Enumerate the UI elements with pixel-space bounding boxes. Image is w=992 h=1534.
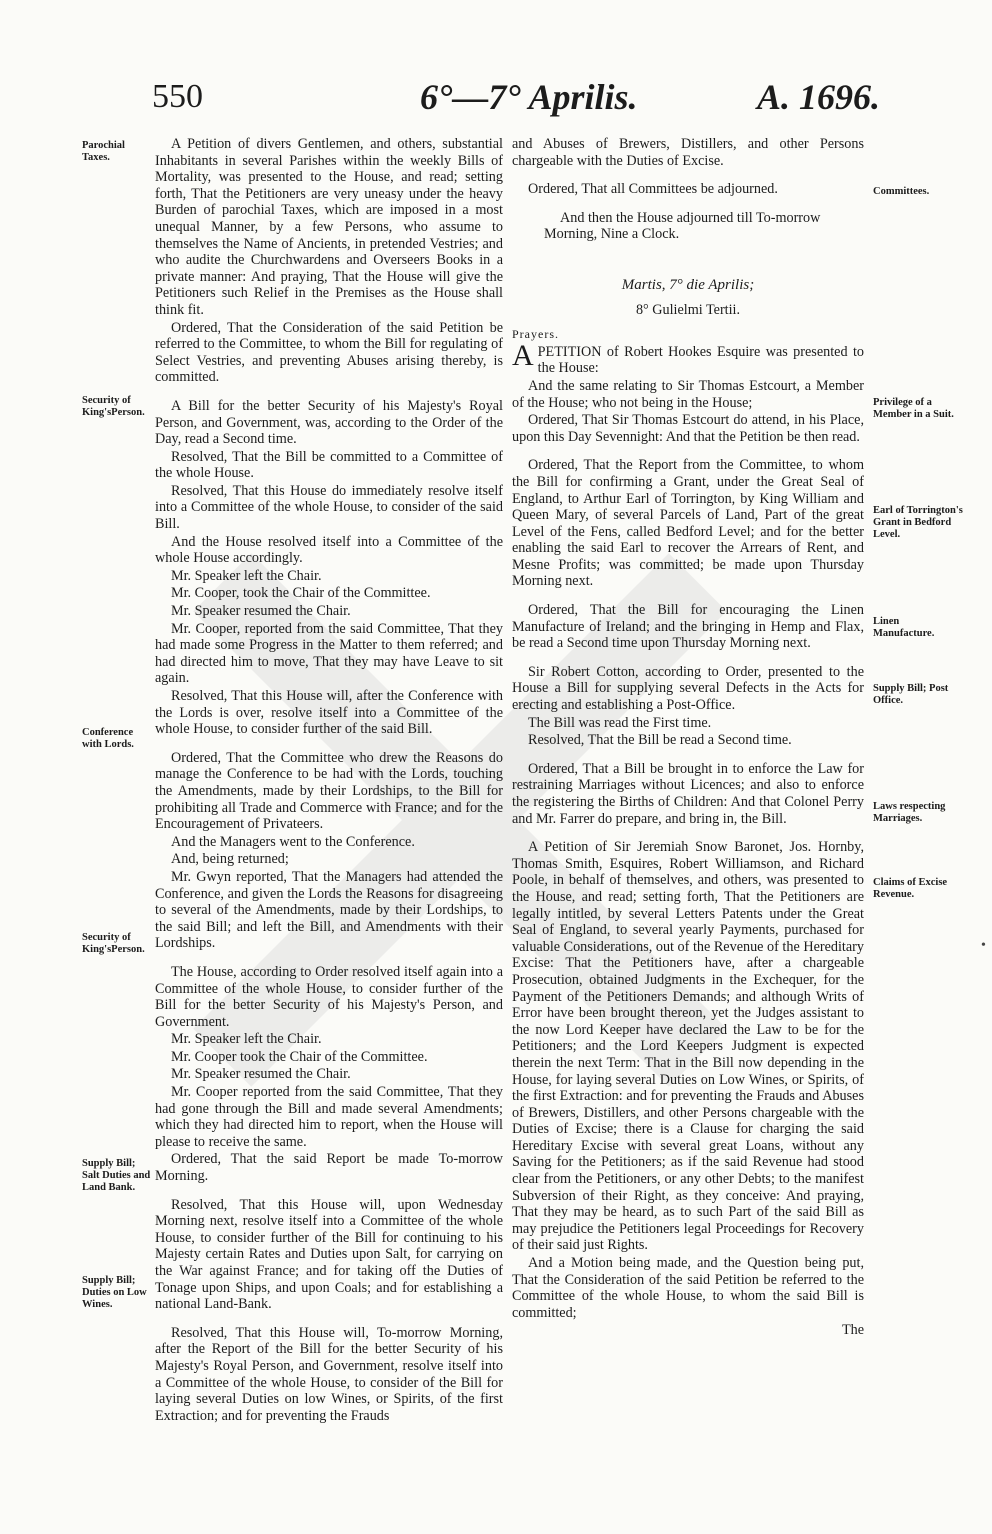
margin-note-torrington: Earl of Torrington's Grant in Bedford Level. [873,505,963,540]
page-year: A. 1696. [756,77,880,117]
paragraph: Ordered, That Sir Thomas Estcourt do attend, in his Place, upon this Day Sevennight: And that the Petition be then read. [512,412,864,445]
prayers-heading: Prayers. [512,327,559,342]
paragraph: The House, according to Order resolved itself again into a Committee of the whole House, to consider further of the Bill for the better Security of his Majesty's Person, and Government. [155,963,503,1030]
page-header [150,74,890,134]
paragraph: Ordered, That all Committees be adjourned. [528,181,778,198]
paragraph: A Bill for the better Security of his Majesty's Royal Person, and Government, was, according to the Order of the Day, read a Second time. [155,397,503,448]
paragraph: Resolved, That this House will, upon Wednesday Morning next, resolve itself into a Committee of the whole House, to consider further of the Bill for continuing to his Majesty certain Rates and Duties upon Salt, for carrying on the War against France; and for taking off the Duties of Tonage upon Ships, and upon Coals; and for establishing a national Land-Bank. [155,1196,503,1313]
paragraph: Mr. Cooper took the Chair of the Committee. [171,1048,428,1065]
paragraph: Resolved, That this House will, after the Conference with the Lords is over, resolve itself into a Committee of the whole House, to consider further of the said Bill. [155,688,503,738]
page-number: 550 [152,78,203,115]
paragraph: A Petition of divers Gentlemen, and others, substantial Inhabitants in several Parishes within the weekly Bills of Mortality, was presented to the House, and read; setting forth, That the Petitioners are very uneasy under the heavy Burden of parochial Taxes, which are imposed in a most unequal Manner, by a few Persons, who assume to themselves the Name of Ancients, in pretended Vestries; and who audite the Churchwardens and Overseers Books in a private manner: And praying, That the House will give the Petitioners such Relief in the Premises as the House shall think fit. [155,136,503,318]
paragraph: Ordered, That the said Report be made To-morrow Morning. [155,1151,503,1185]
paragraph: Ordered, That the Committee who drew the Reasons do manage the Conference to be had with the Lords, touching the Amendments, made by their Lordships, to the Bill for prohibiting all Trade and Commerce with France; and for the Encouragement of Privateers. [155,749,503,833]
paragraph: APETITION of Robert Hookes Esquire was presented to the House: [512,338,864,377]
margin-note-conference: Conference with Lords. [82,727,134,750]
paragraph: Mr. Cooper, reported from the said Committee, That they had made some Progress in the Matter to them referred; and had directed him to move, That they may have Leave to sit again. [155,620,503,687]
paragraph: Mr. Speaker resumed the Chair. [171,1066,351,1083]
edge-mark: • [981,938,986,953]
page-date: 6°—7° Aprilis. [420,77,638,117]
paragraph: Mr. Speaker left the Chair. [171,1031,322,1048]
paragraph: Resolved, That this House will, To-morrow Morning, after the Report of the Bill for the better Security of his Majesty's Royal Person, and Government, resolve itself into a Committee of the whole House, to consider of the Bill for laying several Duties on low Wines, or Spirits, of the first Extraction; and for preventing the Frauds [155,1324,503,1424]
paragraph: Mr. Speaker resumed the Chair. [171,603,351,620]
day-heading: Martis, 7° die Aprilis; [621,276,755,293]
margin-note-parochial-taxes: Parochial Taxes. [82,140,125,163]
margin-note-linen: Linen Manufacture. [873,616,935,639]
margin-note-security: Security of King'sPerson. [82,932,145,955]
paragraph: Ordered, That the Bill for encouraging the Linen Manufacture of Ireland; and the bringing in Hemp and Flax, be read a Second time upon Thursday Morning next. [512,602,864,652]
margin-note-committees: Committees. [873,186,930,197]
paragraph: Ordered, That the Consideration of the said Petition be referred to the Committee, to whom the Bill for regulating of Select Vestries, and preventing Abuses arising thereby, is committed. [155,319,503,386]
paragraph: A Petition of Sir Jeremiah Snow Baronet, Jos. Hornby, Thomas Smith, Esquires, Robert Williamson, and Richard Poole, in behalf of themselves, and others, was presented to the House, and read; setting forth, That the Petitioners are legally intitled, by several Letters Patents under the Great Seal of England, to several yearly Payments, purchased for valuable Considerations, out of the Revenue of the Hereditary Excise: That the Petitioners have, after a chargeable Prosecution, obtained Judgments in the Exchequer, for the Payment of the Petitioners Demands; and although Writs of Error have been brought thereon, yet the Judges assistant to the now Lord Keeper have declared the Law to be for the Petitioners; and the Lord Keepers Judgment is expected therein the next Term: That in the Bill now depending in the House, for laying several Duties on Low Wines, or Spirits, of the first Extraction: and for preventing the Frauds and Abuses of Brewers, Distillers, and other Persons chargeable with the Duties of Excise; there is a Clause for charging the said Hereditary Excise with several great Loans, without any Saving for the Petitioners; as if the said Revenue had stood clear from the Petitioners, or any other Debts; to the manifest Subversion of their Right, as they conceive: And praying, That they may be heard, as to such Part of the said Bill as may prejudice the Petitioners legal Proceedings for Recovery of their said just Rights. [512,839,864,1254]
margin-note-supply-wines: Supply Bill; Duties on Low Wines. [82,1275,147,1310]
left-column [155,136,503,1425]
paragraph: Mr. Cooper, took the Chair of the Committee. [171,585,431,602]
paragraph: Resolved, That the Bill be committed to a Committee of the whole House. [155,448,503,482]
drop-cap: A [512,338,534,372]
margin-note-supply-salt: Supply Bill; Salt Duties and Land Bank. [82,1158,151,1193]
paragraph: And the same relating to Sir Thomas Estcourt, a Member of the House; who not being in the House; [512,377,864,411]
paragraph: The Bill was read the First time. [528,714,712,731]
regnal-year: 8° Gulielmi Tertii. [635,301,741,318]
paragraph: Ordered, That a Bill be brought in to enforce the Law for restraining Marriages without Licences; and also to enforce the registering the Births of Children: And that Colonel Perry and Mr. Farrer do prepare, and bring in, the Bill. [512,760,864,827]
margin-note-supply-post: Supply Bill; Post Office. [873,683,949,706]
paragraph: Resolved, That this House do immediately resolve itself into a Committee of the whole House, to consider of the said Bill. [155,482,503,533]
paragraph: Sir Robert Cotton, according to Order, presented to the House a Bill for supplying several Defects in the Acts for erecting and establishing a Post-Office. [512,663,864,714]
paragraph: Resolved, That the Bill be read a Second time. [528,732,792,749]
paragraph: and Abuses of Brewers, Distillers, and other Persons chargeable with the Duties of Excise. [512,136,864,169]
paragraph: And the House resolved itself into a Committee of the whole House accordingly. [155,533,503,567]
paragraph: And the Managers went to the Conference. [171,833,415,850]
paragraph: Mr. Gwyn reported, That the Managers had attended the Conference, and given the Lords the Reasons for disagreeing to several of the Amendments, made by their Lordships, to the said Bill; and left the Bill, and Amendments with their Lordships. [155,868,503,952]
paragraph: Mr. Cooper reported from the said Committee, That they had gone through the Bill and made several Amendments; which they had directed him to report, when the House will please to receive the same. [155,1084,503,1150]
catchword: The [841,1322,864,1339]
paragraph: Ordered, That the Report from the Committee, to whom the Bill for confirming a Grant, under the Great Seal of England, to Arthur Earl of Torrington, by King William and Queen Mary, of several Parcels of Land, Part of the great Level of the Fens, called Bedford Level; and for the better enabling the said Earl to recover the Arrears of Rent, and Mesne Profits; was committed; be made upon Thursday Morning next. [512,457,864,590]
margin-note-security: Security of King'sPerson. [82,395,145,418]
paragraph: Mr. Speaker left the Chair. [171,567,322,584]
margin-note-privilege: Privilege of a Member in a Suit. [873,397,954,420]
margin-note-excise-claims: Claims of Excise Revenue. [873,877,948,900]
margin-note-laws-marriages: Laws respecting Marriages. [873,801,946,824]
right-column [512,136,864,1340]
paragraph: And, being returned; [171,851,289,868]
adjournment: And then the House adjourned till To-morrow Morning, Nine a Clock. [544,209,821,243]
paragraph: And a Motion being made, and the Question being put, That the Consideration of the said Petition be referred to the Committee of the whole House, to whom the said Bill is committed; [512,1255,864,1321]
